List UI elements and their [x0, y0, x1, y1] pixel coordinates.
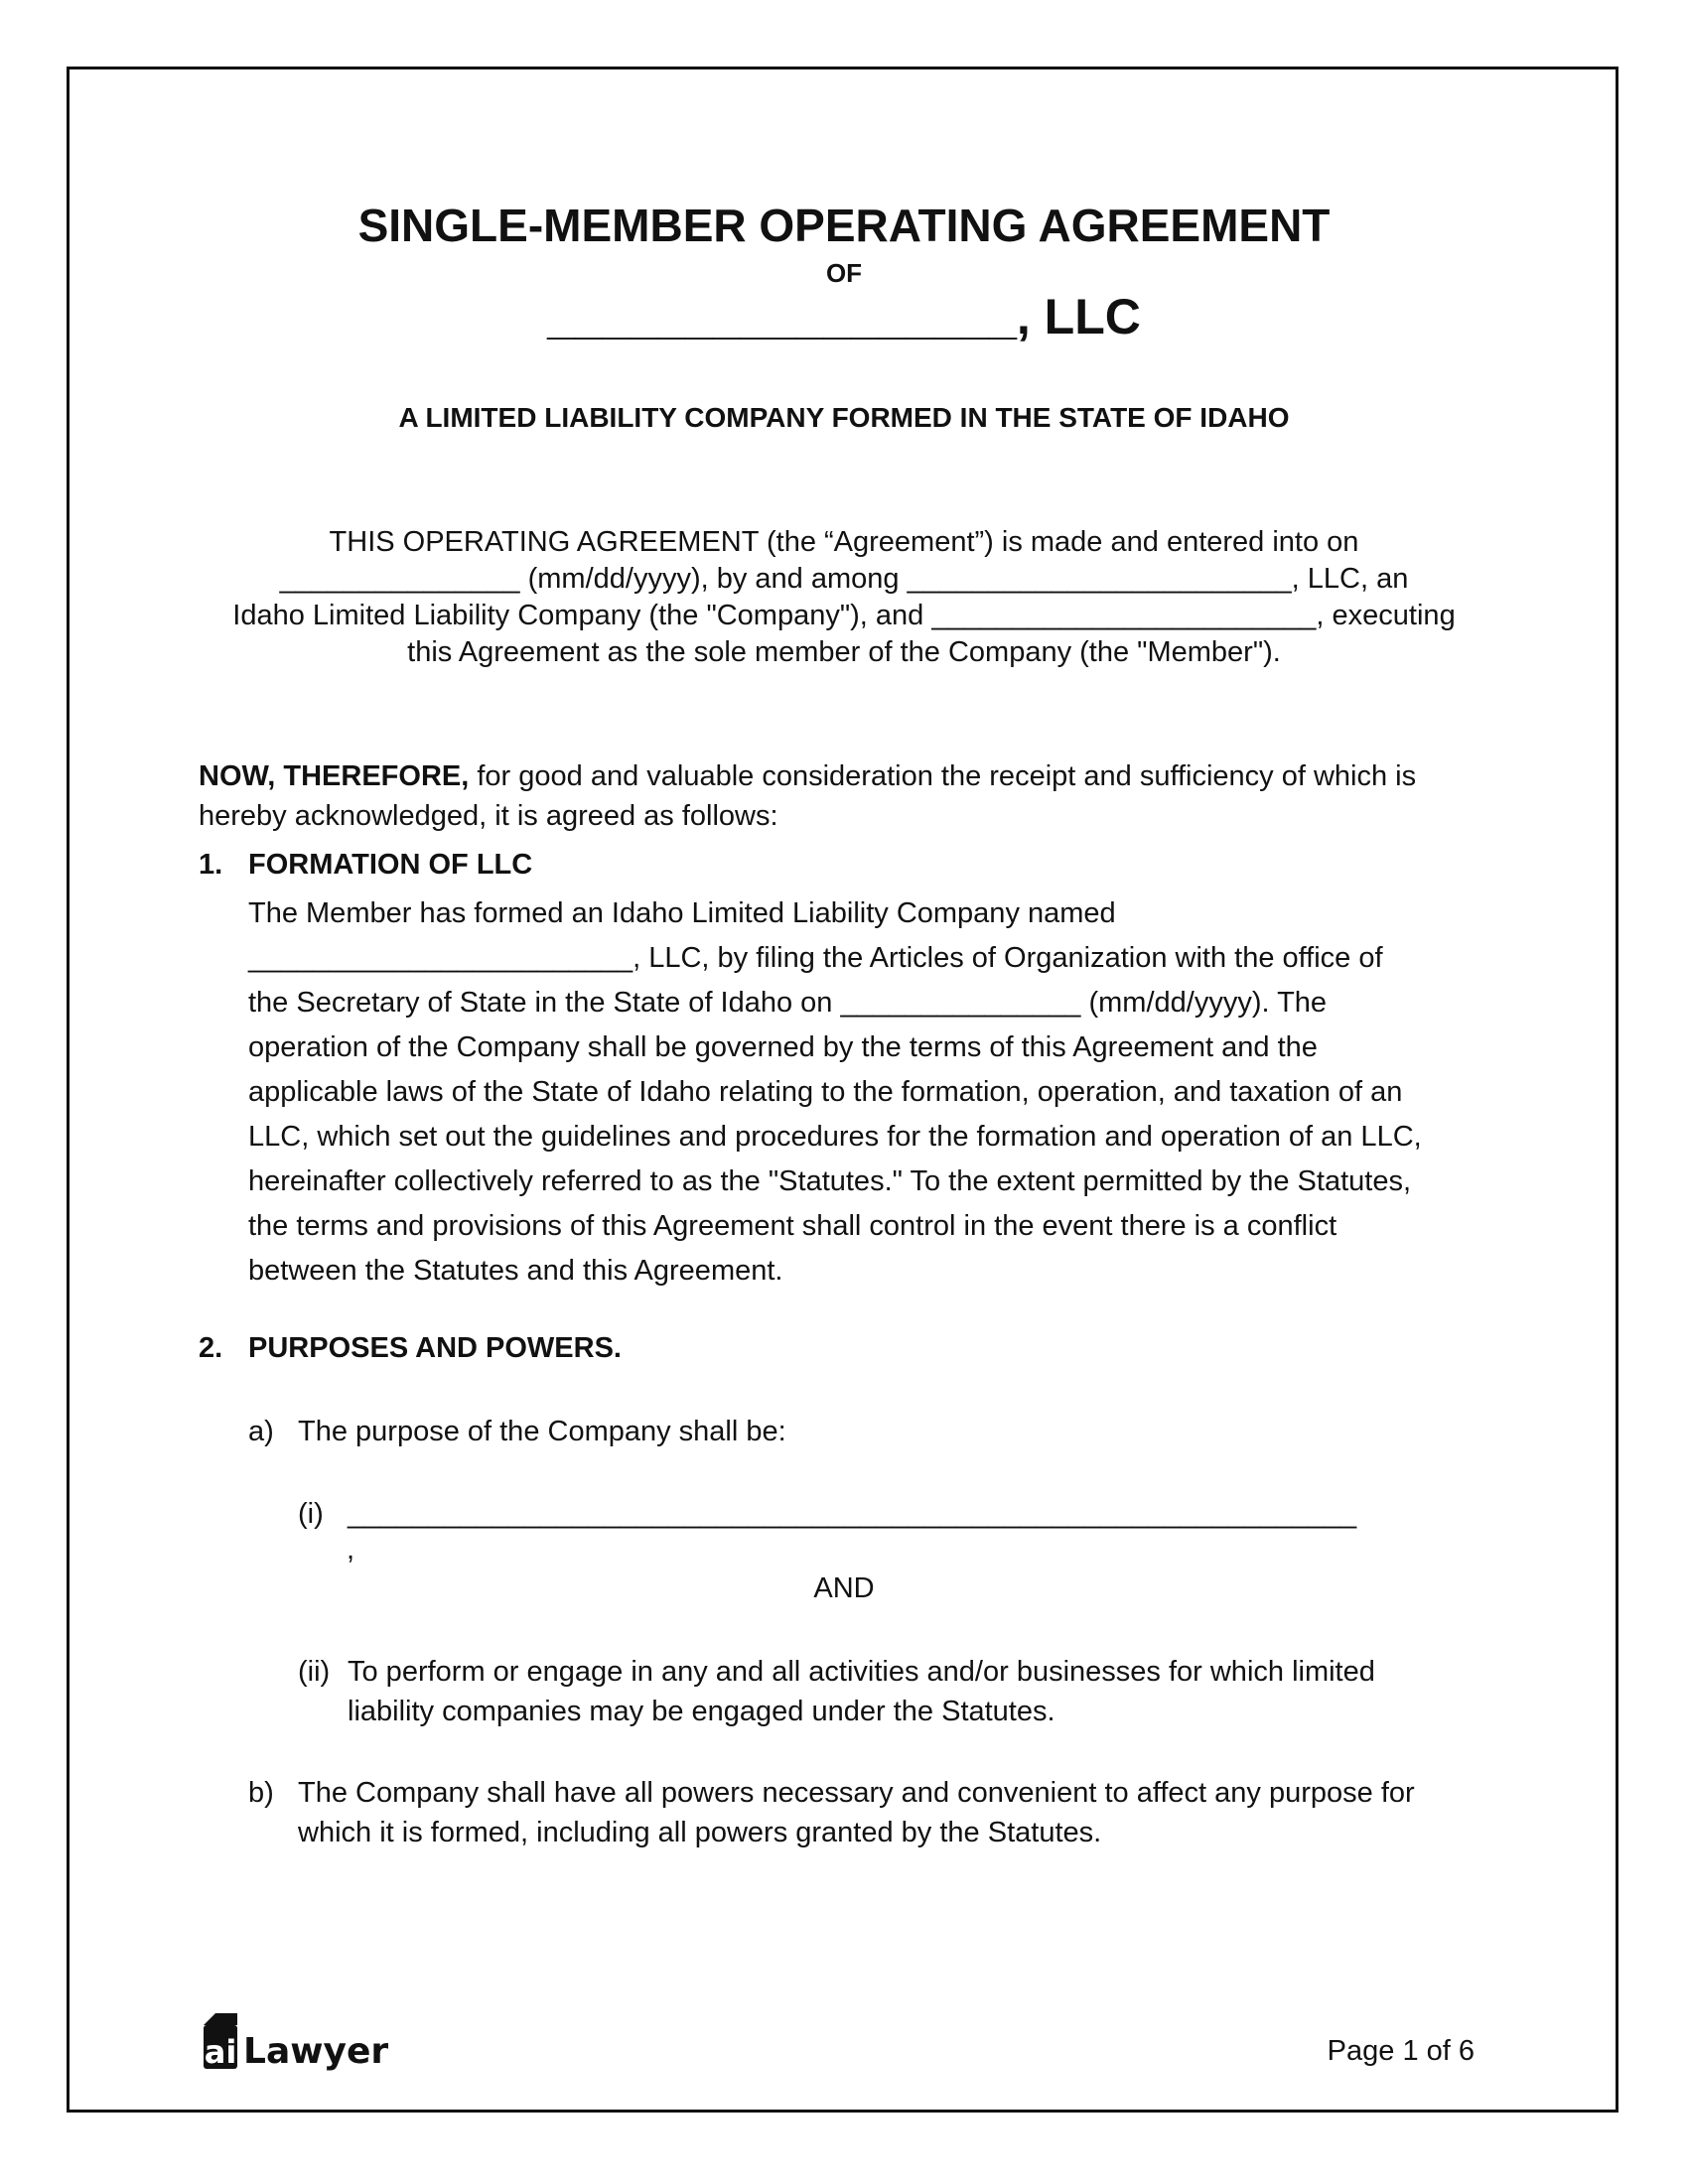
section-1-line: the Secretary of State in the State of Idaho on _______________ (mm/dd/yyyy). The — [248, 987, 1328, 1019]
section-1-line: operation of the Company shall be governed by the terms of this Agreement and the — [248, 1031, 1318, 1063]
document-title: SINGLE-MEMBER OPERATING AGREEMENT — [357, 200, 1331, 251]
company-name-line: _________________, LLC — [547, 289, 1141, 344]
item-marker: b) — [248, 1777, 274, 1809]
section-title: PURPOSES AND POWERS. — [248, 1332, 622, 1364]
item-i-comma: , — [347, 1534, 355, 1566]
now-line-2: hereby acknowledged, it is agreed as follows: — [199, 800, 778, 832]
now-line-1 — [199, 756, 1489, 796]
intro-line: this Agreement as the sole member of the Company (the "Member"). — [407, 636, 1281, 668]
section-1-line: between the Statutes and this Agreement. — [248, 1255, 783, 1287]
section-number: 1. — [199, 849, 223, 881]
item-text — [348, 1652, 1375, 1731]
logo-text: Lawyer — [243, 2031, 389, 2072]
section-1-line: The Member has formed an Idaho Limited Liability Company named — [248, 897, 1116, 929]
section-1-body — [248, 891, 1499, 1294]
page-number: Page 1 of 6 — [1327, 2035, 1475, 2067]
title-of: OF — [825, 258, 863, 288]
logo-mark-text: ai — [204, 2033, 237, 2071]
item-marker: a) — [248, 1416, 274, 1447]
section-1-line: applicable laws of the State of Idaho relating to the formation, operation, and taxation of an — [248, 1076, 1403, 1108]
item-ii-line: To perform or engage in any and all activities and/or businesses for which limited — [348, 1656, 1375, 1688]
and-connector: AND — [813, 1572, 875, 1604]
section-title: FORMATION OF LLC — [248, 849, 533, 881]
section-1-line: LLC, which set out the guidelines and procedures for the formation and operation of an LLC, — [248, 1121, 1422, 1153]
item-text — [298, 1773, 1415, 1852]
item-text: The purpose of the Company shall be: — [298, 1416, 786, 1447]
intro-line: Idaho Limited Liability Company (the "Company"), and ________________________, executing — [232, 600, 1456, 631]
logo-mark-icon — [202, 2005, 440, 2075]
document-subtitle: A LIMITED LIABILITY COMPANY FORMED IN THE STATE OF IDAHO — [398, 402, 1290, 433]
purpose-blank: _______________________________________________________________ — [348, 1498, 1357, 1530]
section-1-line: the terms and provisions of this Agreement shall control in the event there is a conflict — [248, 1210, 1337, 1242]
section-1-line: ________________________, LLC, by filing the Articles of Organization with the office of — [248, 942, 1383, 974]
item-b-line: The Company shall have all powers necessary and convenient to affect any purpose for — [298, 1777, 1415, 1809]
now-therefore-bold: NOW, THEREFORE, — [199, 760, 470, 792]
intro-line: _______________ (mm/dd/yyyy), by and among ________________________, LLC, an — [279, 563, 1409, 595]
item-b-line: which it is formed, including all powers granted by the Statutes. — [298, 1817, 1102, 1848]
section-number: 2. — [199, 1332, 223, 1364]
item-marker: (i) — [298, 1498, 324, 1530]
now-therefore-paragraph — [199, 756, 1489, 836]
item-ii-line: liability companies may be engaged under the Statutes. — [348, 1696, 1055, 1727]
intro-line: THIS OPERATING AGREEMENT (the “Agreement”) is made and entered into on — [329, 526, 1359, 558]
intro-paragraph — [0, 524, 1688, 671]
item-marker: (ii) — [298, 1656, 331, 1688]
now-line-1-text: for good and valuable consideration the receipt and sufficiency of which is — [469, 760, 1417, 792]
ailawyer-logo — [202, 2005, 440, 2075]
section-1-line: hereinafter collectively referred to as the "Statutes." To the extent permitted by the Statutes, — [248, 1165, 1412, 1197]
